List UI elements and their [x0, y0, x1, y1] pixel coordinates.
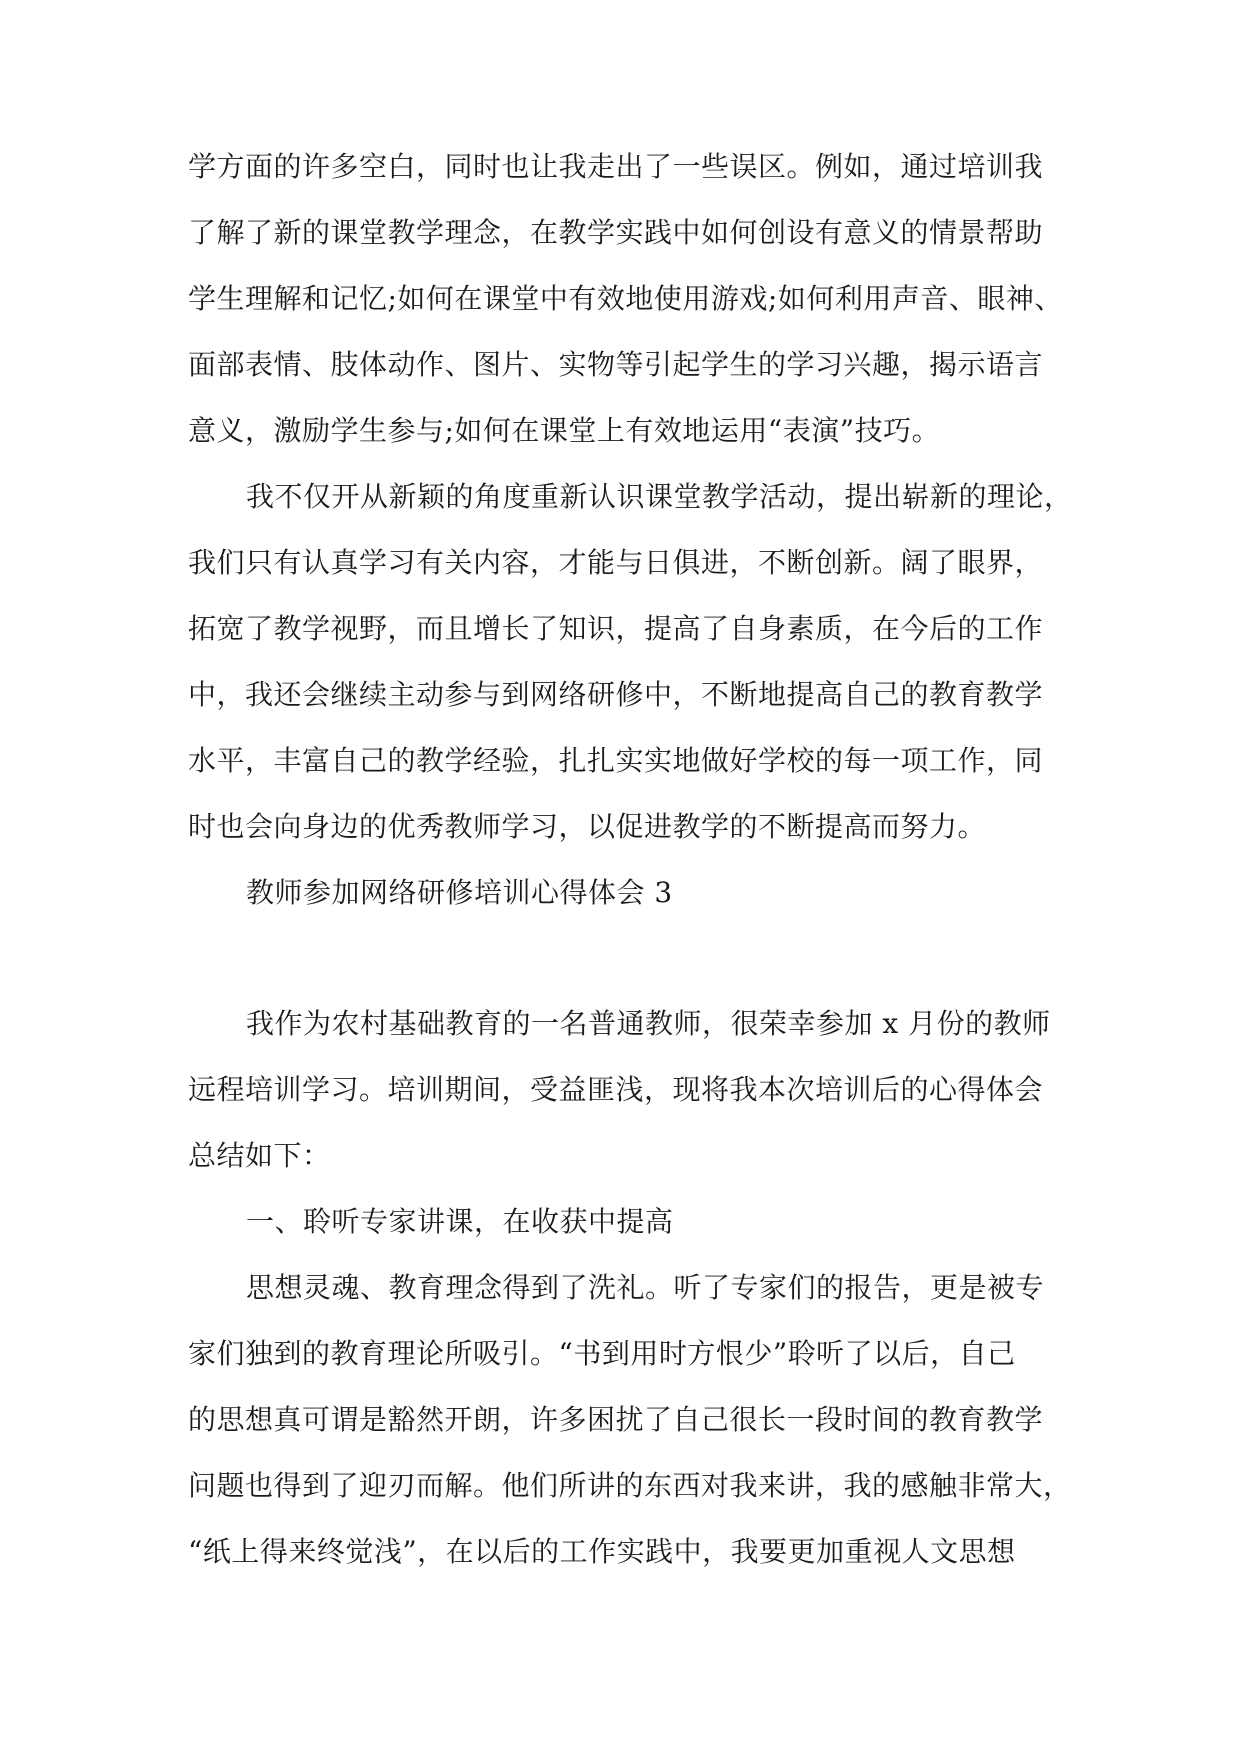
- paragraph-line: 总结如下：: [188, 1139, 331, 1172]
- paragraph-line: 水平，丰富自己的教学经验，扎扎实实地做好学校的每一项工作，同: [188, 744, 1044, 777]
- paragraph-line: 学生理解和记忆;如何在课堂中有效地使用游戏;如何利用声音、眼神、: [188, 282, 1063, 315]
- paragraph-line: “纸上得来终觉浅”，在以后的工作实践中，我要更加重视人文思想: [188, 1535, 1016, 1568]
- paragraph-line: 学方面的许多空白，同时也让我走出了一些误区。例如，通过培训我: [188, 150, 1044, 183]
- paragraph-line: 我不仅开从新颖的角度重新认识课堂教学活动，提出崭新的理论，: [246, 480, 1073, 513]
- paragraph-line: 问题也得到了迎刃而解。他们所讲的东西对我来讲，我的感触非常大，: [188, 1469, 1072, 1502]
- paragraph-line: 远程培训学习。培训期间，受益匪浅，现将我本次培训后的心得体会: [188, 1073, 1044, 1106]
- paragraph-line: 我们只有认真学习有关内容，才能与日俱进，不断创新。阔了眼界，: [188, 546, 1044, 579]
- paragraph-line: 中，我还会继续主动参与到网络研修中，不断地提高自己的教育教学: [188, 678, 1044, 711]
- paragraph-line: 的思想真可谓是豁然开朗，许多困扰了自己很长一段时间的教育教学: [188, 1403, 1044, 1436]
- section-heading: 教师参加网络研修培训心得体会 3: [246, 876, 673, 909]
- subsection-heading: 一、聆听专家讲课，在收获中提高: [246, 1205, 674, 1238]
- paragraph-line: 家们独到的教育理论所吸引。“书到用时方恨少”聆听了以后，自己: [188, 1337, 1016, 1370]
- paragraph-line: 拓宽了教学视野，而且增长了知识，提高了自身素质，在今后的工作: [188, 612, 1044, 645]
- paragraph-line: 面部表情、肢体动作、图片、实物等引起学生的学习兴趣，揭示语言: [188, 348, 1044, 381]
- paragraph-line: 意义，激励学生参与;如何在课堂上有效地运用“表演”技巧。: [188, 414, 941, 447]
- paragraph-line: 时也会向身边的优秀教师学习，以促进教学的不断提高而努力。: [188, 810, 987, 843]
- paragraph-line: 我作为农村基础教育的一名普通教师，很荣幸参加 x 月份的教师: [246, 1007, 1051, 1040]
- paragraph-line: 思想灵魂、教育理念得到了洗礼。听了专家们的报告，更是被专: [246, 1271, 1045, 1304]
- paragraph-line: 了解了新的课堂教学理念，在教学实践中如何创设有意义的情景帮助: [188, 216, 1044, 249]
